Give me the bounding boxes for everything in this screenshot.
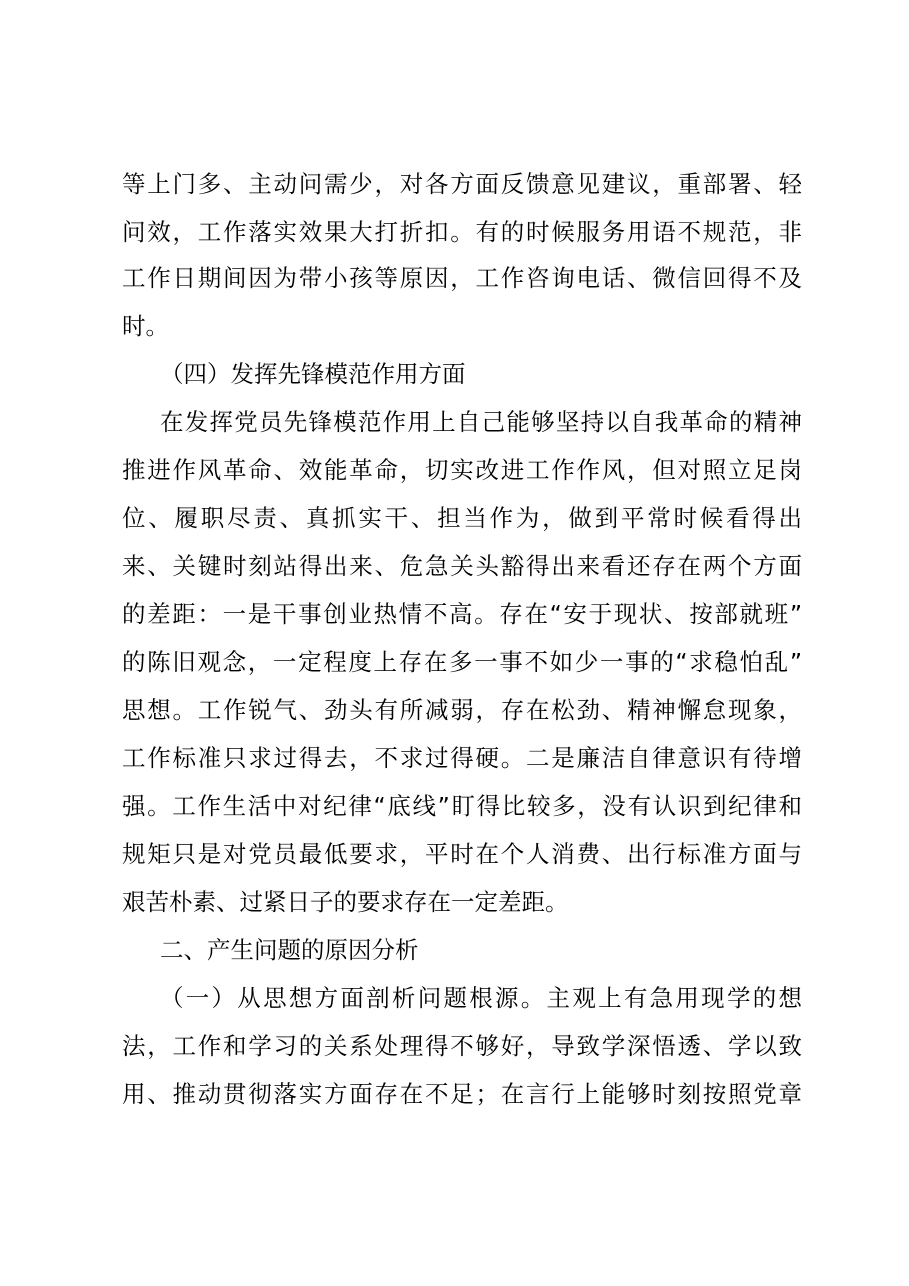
body-line: 工作标准只求过得去，不求过得硬。二是廉洁自律意识有待增 (122, 744, 802, 772)
body-line: 用、推动贯彻落实方面存在不足；在言行上能够时刻按照党章 (122, 1080, 802, 1108)
body-line: 推进作风革命、效能革命，切实改进工作作风，但对照立足岗 (122, 456, 802, 484)
body-line: 来、关键时刻站得出来、危急关头豁得出来看还存在两个方面 (122, 552, 802, 580)
body-line: 时。 (122, 312, 169, 340)
body-line: 强。工作生活中对纪律“底线”盯得比较多，没有认识到纪律和 (122, 792, 802, 820)
body-line: 在发挥党员先锋模范作用上自己能够坚持以自我革命的精神 (160, 408, 802, 436)
body-line: 规矩只是对党员最低要求，平时在个人消费、出行标准方面与 (122, 840, 802, 868)
body-line: 工作日期间因为带小孩等原因，工作咨询电话、微信回得不及 (122, 264, 802, 292)
body-line: 问效，工作落实效果大打折扣。有的时候服务用语不规范，非 (122, 218, 802, 246)
body-line: 等上门多、主动问需少，对各方面反馈意见建议，重部署、轻 (122, 170, 802, 198)
body-line: （一）从思想方面剖析问题根源。主观上有急用现学的想 (160, 984, 802, 1012)
body-line: 艰苦朴素、过紧日子的要求存在一定差距。 (122, 888, 569, 916)
body-line: 的陈旧观念，一定程度上存在多一事不如少一事的“求稳怕乱” (122, 648, 802, 676)
body-line: 位、履职尽责、真抓实干、担当作为，做到平常时候看得出 (122, 504, 802, 532)
body-line: 的差距：一是干事创业热情不高。存在“安于现状、按部就班” (122, 600, 802, 628)
section-heading: （四）发挥先锋模范作用方面 (160, 360, 466, 388)
body-line: 法，工作和学习的关系处理得不够好，导致学深悟透、学以致 (122, 1032, 802, 1060)
section-heading: 二、产生问题的原因分析 (160, 936, 419, 964)
body-line: 思想。工作锐气、劲头有所减弱，存在松劲、精神懈怠现象， (122, 696, 802, 724)
